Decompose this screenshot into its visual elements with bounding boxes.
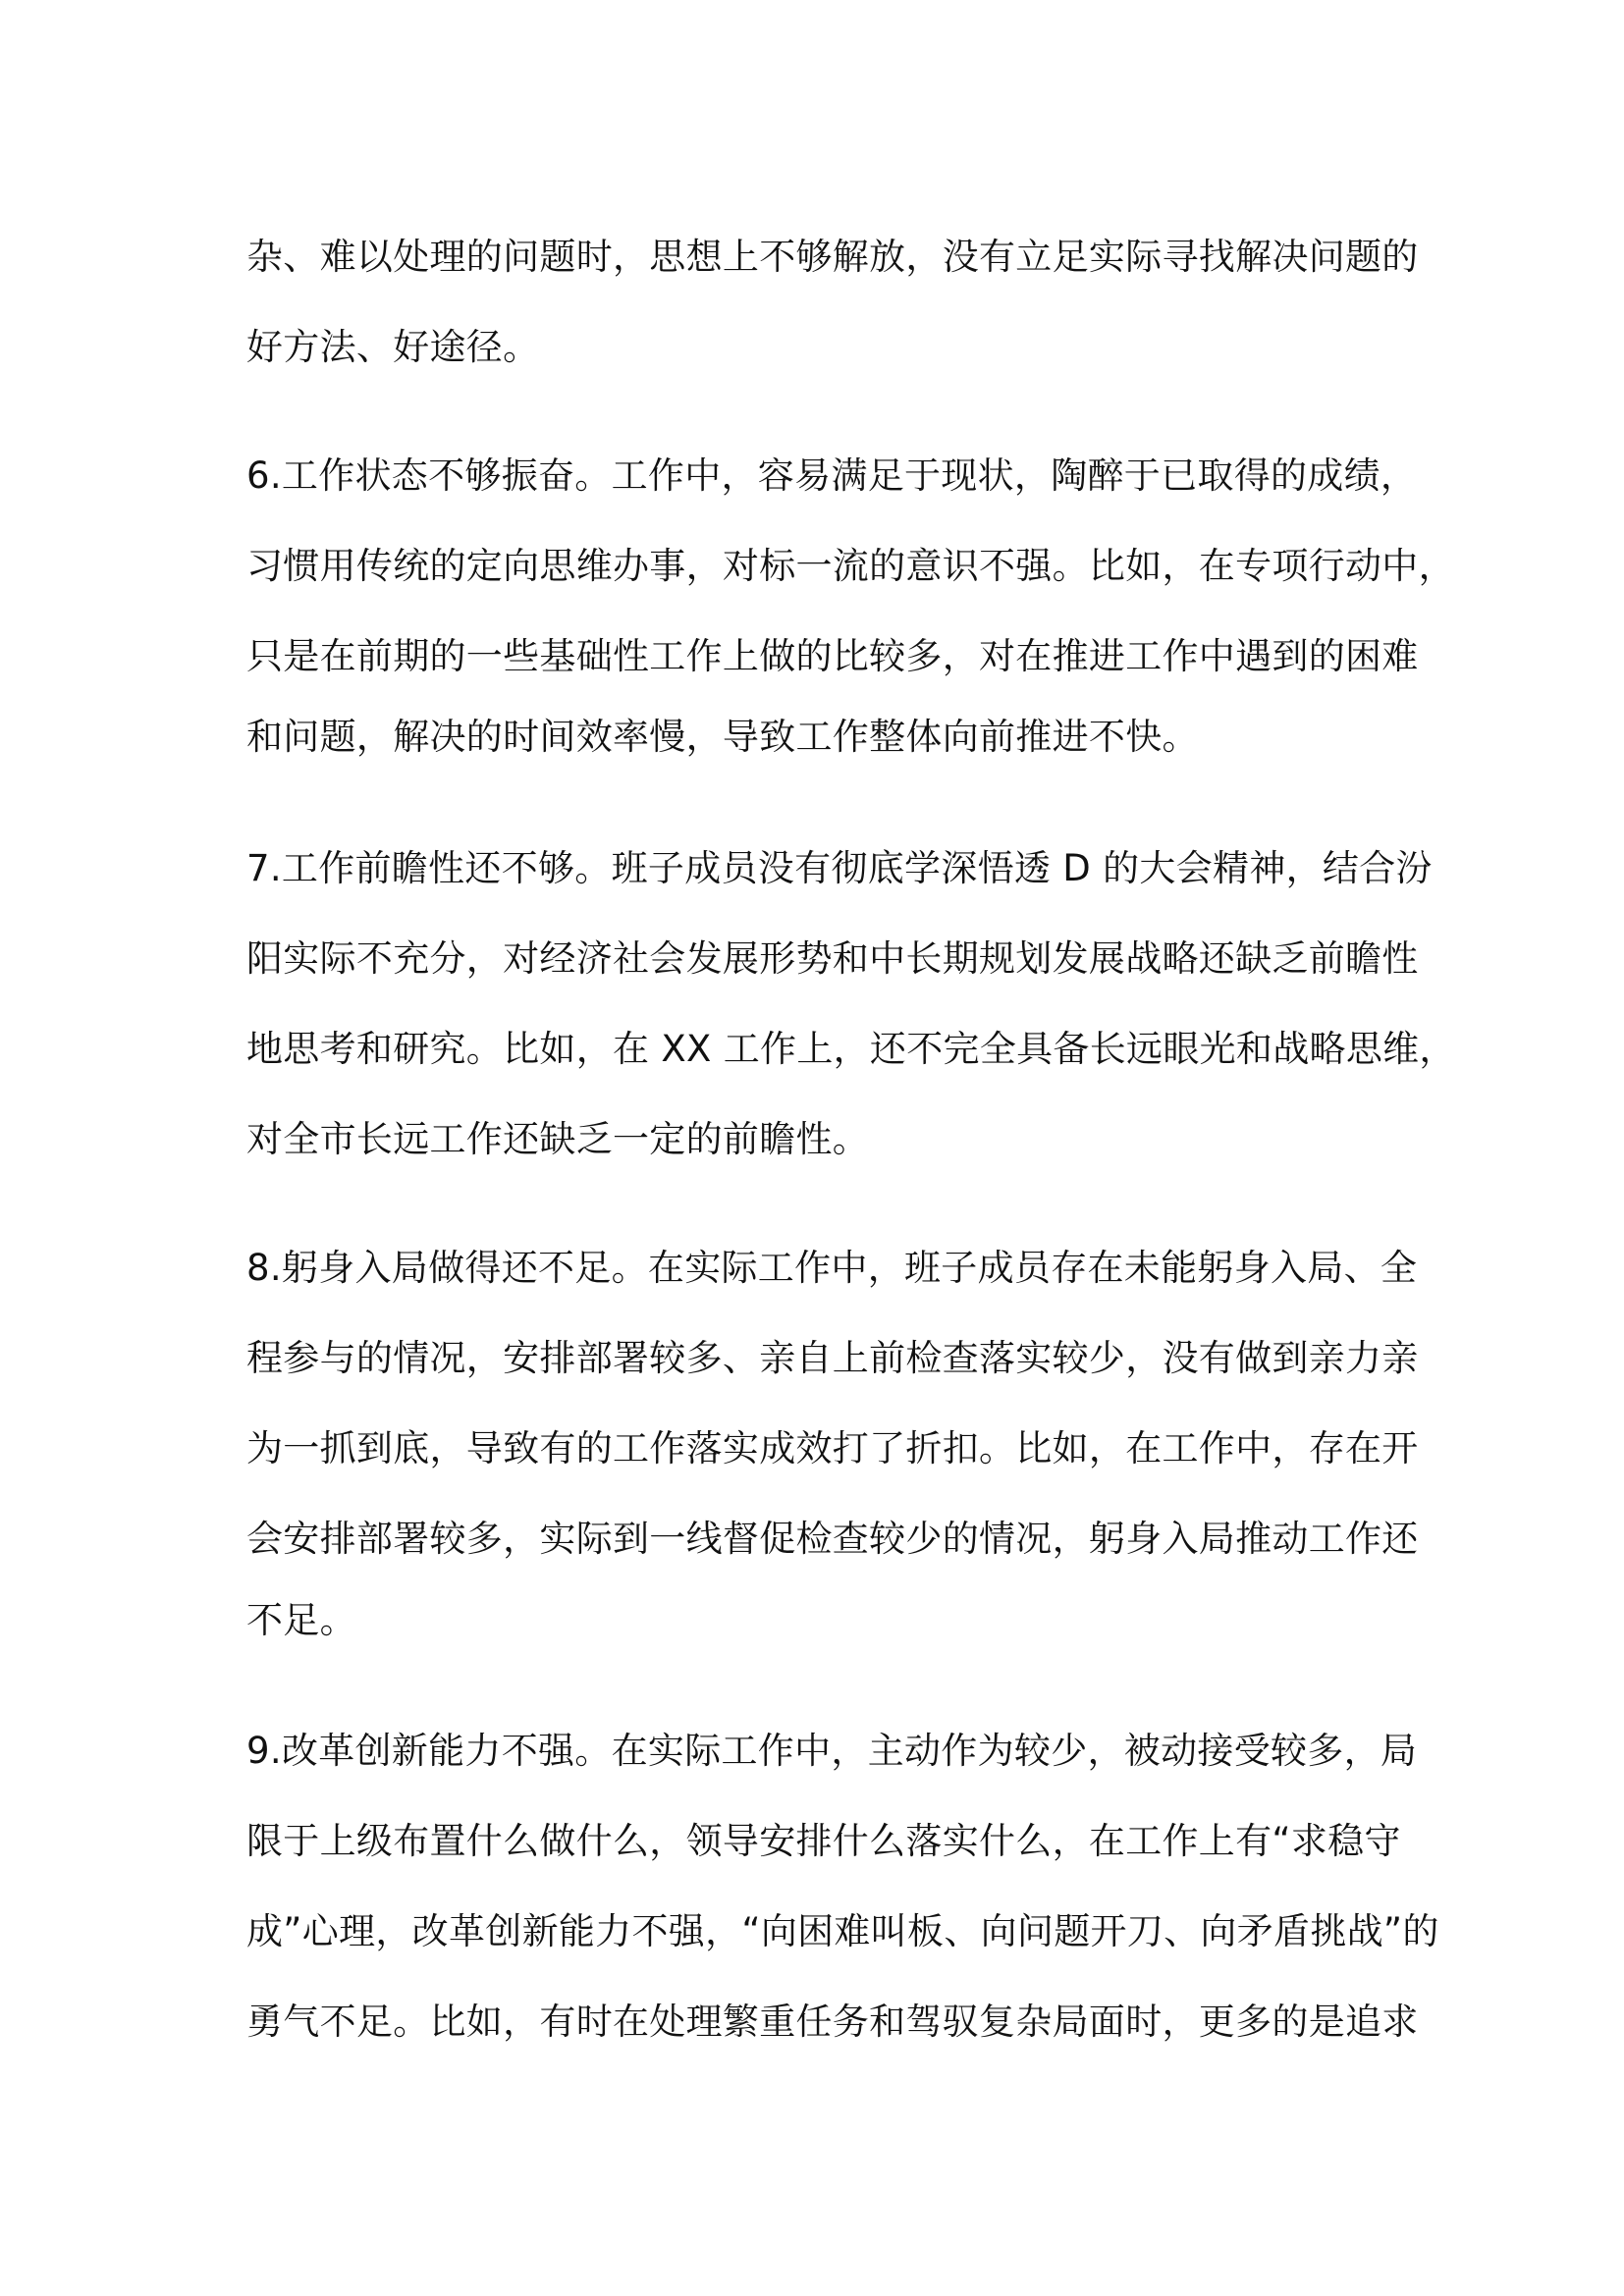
paragraph-9-line-2: 限于上级布置什么做什么，领导安排什么落实什么，在工作上有“求稳守 <box>246 1820 1401 1862</box>
paragraph-7-line-3: 地思考和研究。比如，在 XX 工作上，还不完全具备长远眼光和战略思维， <box>246 1028 1456 1070</box>
paragraph-8-line-3: 为一抓到底，导致有的工作落实成效打了折扣。比如，在工作中，存在开 <box>246 1427 1419 1469</box>
paragraph-5-line-2: 好方法、好途径。 <box>246 326 540 368</box>
paragraph-9-line-3: 成”心理，改革创新能力不强，“向困难叫板、向问题开刀、向矛盾挑战”的 <box>246 1910 1439 1952</box>
paragraph-9-line-4: 勇气不足。比如，有时在处理繁重任务和驾驭复杂局面时，更多的是追求 <box>246 2001 1419 2043</box>
paragraph-9-line-1: 9.改革创新能力不强。在实际工作中，主动作为较少，被动接受较多，局 <box>246 1730 1418 1772</box>
paragraph-5-line-1: 杂、难以处理的问题时，思想上不够解放，没有立足实际寻找解决问题的 <box>246 236 1419 278</box>
paragraph-7-line-1: 7.工作前瞻性还不够。班子成员没有彻底学深悟透 D 的大会精神，结合汾 <box>246 847 1433 889</box>
paragraph-8-line-5: 不足。 <box>246 1599 356 1641</box>
paragraph-8-line-1: 8.躬身入局做得还不足。在实际工作中，班子成员存在未能躬身入局、全 <box>246 1247 1418 1289</box>
paragraph-6-line-2: 习惯用传统的定向思维办事，对标一流的意识不强。比如，在专项行动中， <box>246 545 1455 587</box>
paragraph-8-line-2: 程参与的情况，安排部署较多、亲自上前检查落实较少，没有做到亲力亲 <box>246 1337 1419 1379</box>
paragraph-8-line-4: 会安排部署较多，实际到一线督促检查较少的情况，躬身入局推动工作还 <box>246 1518 1419 1560</box>
paragraph-6-line-4: 和问题，解决的时间效率慢，导致工作整体向前推进不快。 <box>246 716 1199 758</box>
paragraph-6-line-3: 只是在前期的一些基础性工作上做的比较多，对在推进工作中遇到的困难 <box>246 635 1419 677</box>
paragraph-6-line-1: 6.工作状态不够振奋。工作中，容易满足于现状，陶醉于已取得的成绩， <box>246 454 1418 497</box>
paragraph-7-line-2: 阳实际不充分，对经济社会发展形势和中长期规划发展战略还缺乏前瞻性 <box>246 937 1419 980</box>
paragraph-7-line-4: 对全市长远工作还缺乏一定的前瞻性。 <box>246 1118 870 1160</box>
